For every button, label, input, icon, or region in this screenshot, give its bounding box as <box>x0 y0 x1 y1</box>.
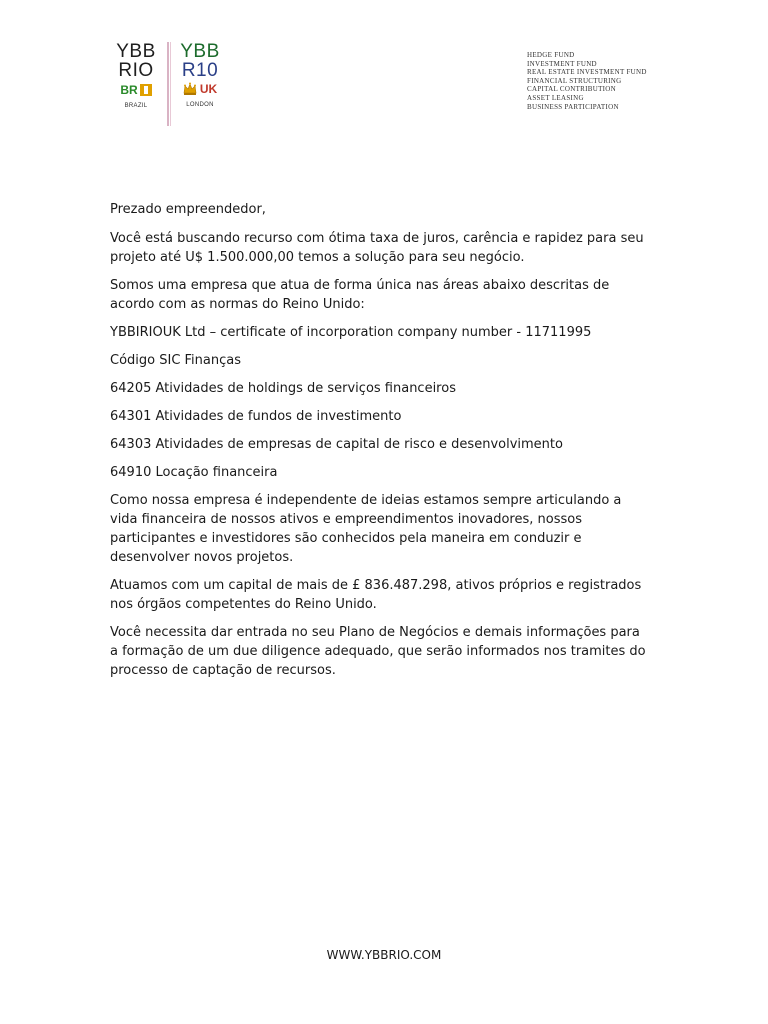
service-item: CAPITAL CONTRIBUTION <box>527 85 616 94</box>
letter-paragraph: Somos uma empresa que atua de forma única nas áreas abaixo descritas de acordo com as normas do Reino Unido: <box>110 278 610 312</box>
service-item: FINANCIAL STRUCTURING <box>527 76 622 85</box>
tower-icon <box>140 84 152 96</box>
letter-paragraph: Você está buscando recurso com ótima taxa de juros, carência e rapidez para seu projeto até U$ 1.500.000,00 temos a solução para seu negócio. <box>110 231 644 265</box>
logo-divider <box>167 42 169 126</box>
services-list <box>527 51 647 111</box>
service-item: INVESTMENT FUND <box>527 59 597 68</box>
logo-right-badge: UK <box>199 82 218 96</box>
logo-left-middle: RIO <box>118 60 154 81</box>
sic-heading: Código SIC Finanças <box>110 353 242 368</box>
logo-right-city: LONDON <box>186 102 214 108</box>
service-item: ASSET LEASING <box>527 93 584 102</box>
logo-left-badge: BR <box>120 83 138 97</box>
sic-code-item: 64303 Atividades de empresas de capital de risco e desenvolvimento <box>110 437 563 452</box>
logo-london <box>172 42 228 108</box>
service-item: HEDGE FUND <box>527 51 575 59</box>
logo-divider-thin <box>170 42 171 126</box>
letter-paragraph: Como nossa empresa é independente de ideias estamos sempre articulando a vida financeira de nossos ativos e empreendimentos inovadores, nossos participantes e investidores são conhecidos pela maneira em conduzir e desenvolver novos projetos. <box>110 493 622 565</box>
logo-left-top: YBB <box>116 41 156 62</box>
logo-left-badge-row <box>108 83 164 97</box>
service-item: REAL ESTATE INVESTMENT FUND <box>527 68 647 77</box>
logo-right-badge-row <box>172 82 228 96</box>
logo-right-top: YBB <box>180 41 220 62</box>
letter-paragraph: Atuamos com um capital de mais de £ 836.487.298, ativos próprios e registrados nos órgãos competentes do Reino Unido. <box>110 578 642 612</box>
footer-website: WWW.YBBRIO.COM <box>326 948 442 962</box>
logo-brazil <box>108 42 164 109</box>
company-logo <box>108 42 238 126</box>
letter-greeting: Prezado empreendedor, <box>110 202 266 217</box>
letter-body <box>110 200 650 689</box>
sic-code-item: 64205 Atividades de holdings de serviços financeiros <box>110 381 456 396</box>
logo-right-middle: R10 <box>181 60 219 81</box>
service-item: BUSINESS PARTICIPATION <box>527 102 619 111</box>
logo-left-city: BRAZIL <box>124 103 148 109</box>
crown-icon <box>183 82 197 96</box>
company-registration: YBBIRIOUK Ltd – certificate of incorporation company number - 11711995 <box>110 325 592 340</box>
sic-code-item: 64910 Locação financeira <box>110 465 278 480</box>
sic-code-item: 64301 Atividades de fundos de investimento <box>110 409 402 424</box>
letter-paragraph: Você necessita dar entrada no seu Plano de Negócios e demais informações para a formação de um due diligence adequado, que serão informados nos tramites do processo de captação de recursos. <box>110 625 646 678</box>
